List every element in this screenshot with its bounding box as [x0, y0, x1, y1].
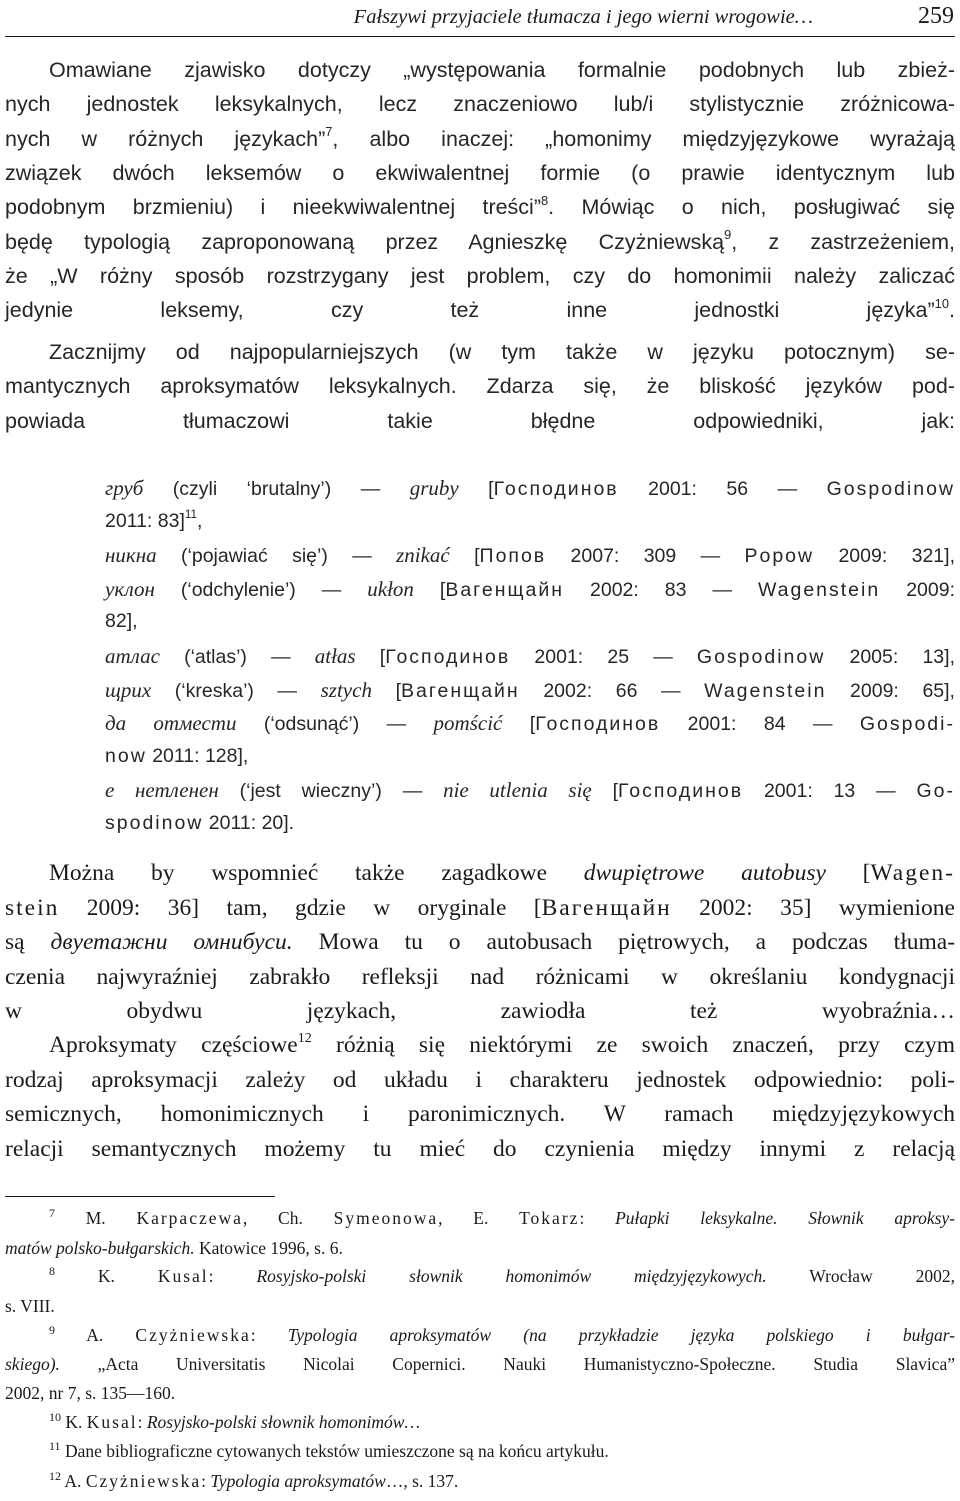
text-run: : — [137, 1412, 147, 1432]
text-run: podobnym brzmieniu) i nieekwiwalentnej treści” — [5, 195, 541, 220]
text-line — [5, 161, 955, 195]
text-run: A. — [61, 1471, 86, 1491]
text-run: 2009: — [880, 578, 956, 601]
text-run: [ — [502, 713, 536, 736]
footnote-ref: 7 — [325, 124, 333, 140]
footnote-rule — [5, 1196, 275, 1197]
italic-term: ukłon — [367, 576, 414, 601]
author-name: Kusal — [86, 1412, 138, 1432]
footnote-line — [5, 1266, 955, 1292]
author-name: Kusal — [157, 1266, 209, 1286]
text-run: będę typologią zaproponowaną przez Agnieszkę Czyżniewską — [5, 229, 725, 254]
example-line — [105, 507, 955, 544]
text-run: jedynie leksemy, czy też inne jednostki języka” — [5, 298, 935, 323]
example-line — [105, 745, 955, 779]
text-run: 2009: 321], — [814, 545, 955, 568]
example-line — [105, 812, 955, 846]
italic-term: dwupiętrowe autobusy — [583, 860, 826, 886]
text-run: 2011: 20]. — [203, 812, 295, 834]
text-run: czenia najwyraźniej zabrakło refleksji nad różnicami w określaniu kondygnacji — [5, 963, 955, 990]
text-run: . Mówiąc o nich, posługiwać się — [548, 195, 955, 220]
text-run: 2002: 66 — — [519, 679, 705, 702]
text-run: [ — [825, 860, 871, 886]
text-run: nych jednostek leksykalnych, lecz znaczeniowo lub/i stylistycznie zróżnicowa- — [5, 92, 955, 117]
text-run: Wrocław 2002, — [766, 1266, 955, 1286]
text-run: s. VIII. — [5, 1296, 55, 1316]
italic-term: skiego). — [5, 1354, 60, 1374]
footnote-line — [5, 1412, 955, 1438]
author-name: Czyżniewska — [135, 1325, 251, 1345]
text-run: , Ch. — [242, 1208, 334, 1228]
footnote-ref: 9 — [724, 227, 732, 243]
text-line — [5, 860, 955, 894]
text-run: M. — [55, 1208, 137, 1228]
text-run: Mowa tu o autobusach piętrowych, a podczas tłuma- — [292, 929, 956, 956]
footnote-number: 7 — [49, 1206, 55, 1221]
text-run: w obydwu językach, zawiodła też wyobraźnia… — [5, 998, 955, 1025]
italic-term: sztych — [320, 677, 372, 702]
text-run: Aproksymaty częściowe — [49, 1032, 298, 1058]
footnote-ref: 10 — [934, 295, 950, 311]
text-run: 2002: 83 — — [564, 578, 758, 601]
footnote-number: 8 — [49, 1264, 55, 1279]
author-name: now — [105, 744, 147, 767]
text-run: 2007: 309 — — [546, 545, 745, 568]
text-run: (czyli ‘brutalny’) — — [143, 478, 410, 500]
italic-term: Rosyjsko-polski słownik homonimów… — [146, 1412, 421, 1432]
text-run: rodzaj aproksymacji zależy od układu i charakteru jednostek odpowiednio: poli- — [5, 1066, 955, 1093]
author-name: Вагенщайн — [541, 894, 672, 921]
text-line — [5, 1067, 955, 1101]
author-name: stein — [5, 894, 60, 921]
italic-term: щрих — [105, 677, 152, 702]
text-run: 2011: 128], — [146, 744, 249, 767]
text-run: 2001: 84 — — [660, 713, 860, 736]
footnote-ref: 8 — [541, 192, 549, 208]
text-run: 2001: 56 — — [618, 478, 827, 500]
text-line — [5, 58, 955, 92]
text-run: , albo inaczej: „homonimy międzyjęzykowe wyrażają — [332, 126, 955, 151]
text-run: że „W różny sposób rozstrzygany jest problem, czy do homonimii należy zaliczać — [5, 263, 955, 288]
text-run: K. — [61, 1412, 87, 1432]
footnote-ref: 11 — [184, 507, 198, 521]
text-run: różnią się niektórymi ze swoich znaczeń, przy czym — [311, 1032, 955, 1058]
footnote-number: 10 — [49, 1410, 61, 1425]
italic-term: atłas — [314, 644, 356, 668]
text-run: A. — [55, 1325, 136, 1345]
footnote-number: 11 — [49, 1439, 61, 1454]
text-run: : — [579, 1208, 616, 1228]
footnote-line — [5, 1238, 955, 1264]
text-run: Katowice 1996, s. 6. — [194, 1238, 343, 1258]
footnote-line — [5, 1383, 955, 1409]
text-line — [5, 1101, 955, 1135]
footnote-line — [5, 1354, 955, 1380]
italic-term: Typologia aproksymatów (na przykładzie języka polskiego i bułgar- — [287, 1325, 955, 1345]
text-run: K. — [55, 1266, 158, 1286]
author-name: Gospodinow — [696, 646, 826, 668]
text-line — [5, 964, 955, 998]
text-run: 2002, nr 7, s. 135—160. — [5, 1383, 176, 1403]
text-run: [ — [371, 679, 401, 702]
footnote-line — [5, 1208, 955, 1234]
text-run: 82], — [105, 610, 138, 633]
author-name: Go- — [916, 780, 955, 803]
author-name: Gospodinow — [826, 478, 955, 500]
italic-term: matów polsko-bułgarskich. — [5, 1238, 195, 1258]
text-run: Dane bibliograficzne cytowanych tekstów umieszczone są na końcu artykułu. — [60, 1441, 609, 1461]
text-run: . — [949, 298, 955, 323]
italic-term: груб — [105, 476, 144, 500]
text-run: [ — [355, 646, 386, 668]
italic-term: уклон — [105, 576, 155, 601]
text-run: , — [197, 509, 203, 532]
example-line — [105, 476, 955, 510]
text-run: 2001: 25 — — [510, 646, 697, 668]
text-run: 2005: 13], — [825, 646, 955, 668]
text-run: 2009: 36] tam, gdzie w oryginale [ — [59, 894, 542, 921]
text-run: 2011: 83] — [105, 509, 185, 532]
example-line — [105, 778, 955, 812]
text-run: , E. — [438, 1208, 520, 1228]
text-run: związek dwóch leksemów o ekwiwalentnej formie (o prawie identycznym lub — [5, 160, 955, 185]
italic-term: е нетленен — [105, 778, 219, 803]
text-line — [5, 1029, 955, 1066]
author-name: Wagenstein — [757, 578, 881, 601]
text-line — [5, 92, 955, 126]
text-line: mantycznych aproksymatów leksykalnych. Zdarza się, że bliskość języków pod- — [5, 374, 955, 399]
text-line — [5, 295, 955, 332]
footnote-line — [5, 1325, 955, 1351]
author-name: Czyżniewska — [85, 1471, 202, 1491]
italic-term: Pułapki leksykalne. Słownik aproksy- — [615, 1208, 955, 1228]
text-line: Zacznijmy od najpopularniejszych (w tym także w języku potocznym) se- — [49, 340, 955, 364]
italic-term: nie utlenia się — [443, 778, 592, 803]
text-run: (‘odchylenie’) — — [154, 578, 368, 601]
text-run: 2001: 13 — — [743, 780, 917, 803]
running-header — [5, 2, 955, 37]
text-line — [5, 895, 955, 929]
text-line — [5, 192, 955, 229]
example-line — [105, 644, 955, 678]
text-run: 2009: 65], — [826, 679, 955, 702]
text-run: : — [201, 1471, 211, 1491]
italic-term: Typologia aproksymatów — [210, 1471, 386, 1491]
footnote-ref: 12 — [297, 1029, 312, 1046]
example-line — [105, 610, 955, 644]
running-title: Fałszywi przyjaciele tłumacza i jego wierni wrogowie… — [353, 6, 813, 28]
text-run: [ — [591, 780, 619, 803]
text-run: „Acta Universitatis Nicolai Copernici. Nauki Humanistyczno-Społeczne. Studia Slavica” — [59, 1354, 955, 1374]
italic-term: да отмести — [105, 711, 237, 736]
text-run: [ — [413, 578, 446, 601]
italic-term: gruby — [409, 476, 459, 500]
text-line: powiada tłumaczowi takie błędne odpowiedniki, jak: — [5, 408, 955, 433]
italic-term: никна — [105, 543, 157, 568]
italic-term: znikać — [396, 543, 450, 568]
page-number: 259 — [918, 3, 954, 29]
text-run: relacji semantycznych możemy tu mieć do czynienia między innymi z relacją — [5, 1135, 955, 1162]
italic-term: двуетажни омнибуси. — [50, 929, 293, 956]
text-run: …, s. 137. — [385, 1471, 459, 1491]
text-run: : — [250, 1325, 288, 1345]
footnote-line — [5, 1296, 955, 1322]
text-line — [5, 1136, 955, 1170]
text-run: Można by wspomnieć także zagadkowe — [49, 860, 584, 886]
author-name: Господинов — [535, 713, 661, 736]
footnote-line — [5, 1441, 955, 1467]
example-line — [105, 577, 955, 611]
text-run: [ — [449, 545, 480, 568]
footnote-number: 12 — [49, 1469, 61, 1484]
example-line — [105, 711, 955, 745]
author-name: Tokarz — [519, 1208, 580, 1228]
text-run: nych w różnych językach” — [5, 126, 326, 151]
author-name: Господинов — [493, 478, 619, 500]
text-run: są — [5, 929, 51, 956]
text-run: Omawiane zjawisko dotyczy „występowania formalnie podobnych lub zbież- — [49, 58, 955, 82]
text-run: (‘kreska’) — — [151, 679, 321, 702]
author-name: Вагенщайн — [445, 578, 565, 601]
text-line — [5, 998, 955, 1032]
author-name: Попов — [479, 545, 547, 568]
text-line — [5, 124, 955, 161]
italic-term: атлас — [105, 644, 160, 668]
example-line — [105, 543, 955, 577]
text-run: (‘jest wieczny’) — — [218, 780, 444, 803]
text-run: (‘pojawiać się’) — — [156, 545, 397, 568]
text-run: , z zastrzeżeniem, — [731, 229, 956, 254]
text-run: : — [208, 1266, 257, 1286]
text-run: 2002: 35] wymienione — [671, 894, 955, 921]
italic-term: pomścić — [433, 711, 503, 736]
example-line — [105, 678, 955, 712]
author-name: Господинов — [618, 780, 744, 803]
author-name: Wagen- — [870, 860, 955, 886]
text-line — [5, 227, 956, 264]
author-name: Symeonowa — [333, 1208, 439, 1228]
author-name: Вагенщайн — [401, 679, 520, 702]
footnote-line — [5, 1471, 955, 1497]
author-name: Karpaczewa — [136, 1208, 243, 1228]
author-name: spodinow — [105, 812, 204, 834]
footnote-number: 9 — [49, 1323, 55, 1338]
text-run: (‘odsunąć’) — — [236, 713, 434, 736]
text-run: [ — [458, 478, 494, 500]
text-run: semicznych, homonimicznych i paronimicznych. W ramach międzyjęzykowych — [5, 1101, 955, 1128]
author-name: Popow — [744, 545, 815, 568]
italic-term: Rosyjsko-polski słownik homonimów międzyjęzykowych. — [256, 1266, 767, 1286]
text-line — [5, 929, 955, 963]
text-run: (‘atlas’) — — [159, 646, 315, 668]
text-line — [5, 264, 955, 298]
author-name: Gospodi- — [859, 713, 955, 736]
author-name: Wagenstein — [704, 679, 827, 702]
author-name: Господинов — [385, 646, 511, 668]
